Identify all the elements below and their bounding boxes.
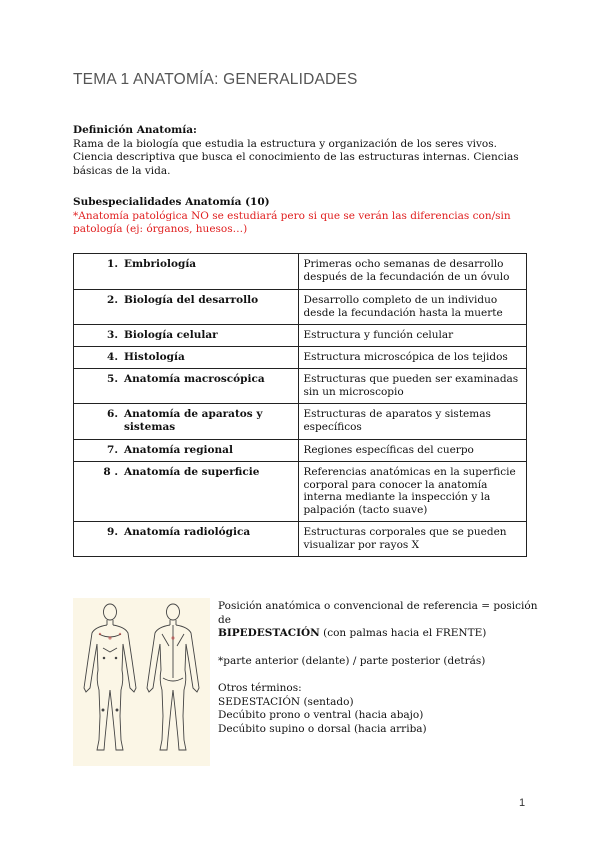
subspecialty-name-cell [74,404,299,440]
definition-line-2: Ciencia descriptiva que busca el conocimiento de las estructuras internas. Ciencias básicas de la vida. [73,151,519,177]
anterior-posterior-note: *parte anterior (delante) / parte posterior (detrás) [218,654,486,667]
subspecialty-number: 6. [107,408,118,420]
subspecialty-number: 2. [107,294,118,306]
page-title: TEMA 1 ANATOMÍA: GENERALIDADES [73,71,358,88]
definition-heading: Definición Anatomía: [73,124,197,136]
table-row [74,290,527,325]
subspecialty-name-cell [74,325,299,347]
subspecialty-description: Referencias anatómicas en la superficie corporal para conocer la anatomía interna mediante la inspección y la palpación (tacto suave) [299,462,527,522]
subspecialty-name: Anatomía de aparatos y sistemas [124,408,263,433]
subspecialty-number: 5. [107,373,118,385]
table-row [74,462,527,522]
subspecialty-number: 7. [107,444,118,456]
anatomical-position-figure [73,598,210,766]
subspecialty-description: Estructuras de aparatos y sistemas específicos [299,404,527,440]
page-number: 1 [519,797,526,809]
table-row [74,440,527,462]
bipedestacion-term: BIPEDESTACIÓN [218,627,320,639]
table-row [74,369,527,404]
subspecialty-description: Estructura microscópica de los tejidos [299,347,527,369]
subspecialty-name-cell [74,254,299,290]
subspecialty-name-cell [74,462,299,522]
palms-note: (con palmas hacia el FRENTE) [319,627,487,639]
subspecialty-name: Biología del desarrollo [124,294,259,306]
table-row [74,254,527,290]
subspecialty-description: Estructuras corporales que se pueden visualizar por rayos X [299,522,527,557]
other-term-1: SEDESTACIÓN (sentado) [218,695,354,708]
subspecialty-name-cell [74,369,299,404]
subspecialty-description: Desarrollo completo de un individuo desde la fecundación hasta la muerte [299,290,527,325]
subspecialty-number: 9. [107,526,118,538]
subspecialty-name-cell [74,290,299,325]
subspecialties-table [73,253,527,557]
other-term-3: Decúbito supino o dorsal (hacia arriba) [218,722,427,735]
table-row [74,404,527,440]
table-row [74,347,527,369]
subspecialty-name: Biología celular [124,329,218,341]
subspecialty-name: Embriología [124,258,197,270]
anatomical-position-text [218,600,538,736]
subspecialty-name: Anatomía de superficie [124,466,260,478]
definition-section [73,124,533,178]
other-term-2: Decúbito prono o ventral (hacia abajo) [218,709,424,721]
subspecialties-section [73,196,533,237]
subspecialty-name-cell [74,522,299,557]
definition-line-1: Rama de la biología que estudia la estructura y organización de los seres vivos. [73,137,497,150]
body-illustration [73,598,210,766]
position-line-1: Posición anatómica o convencional de referencia = posición de [218,600,538,626]
other-terms-heading: Otros términos: [218,682,302,694]
subspecialty-name: Anatomía radiológica [124,526,251,538]
subspecialty-name-cell [74,440,299,462]
subspecialty-description: Estructuras que pueden ser examinadas sin un microscopio [299,369,527,404]
subspecialty-number: 3. [107,329,118,341]
subspecialty-number: 8 . [103,466,118,478]
subspecialty-description: Estructura y función celular [299,325,527,347]
table-row [74,522,527,557]
subspecialty-number: 4. [107,351,118,363]
position-line-2 [218,627,538,641]
table-row [74,325,527,347]
subspecialties-heading: Subespecialidades Anatomía (10) [73,196,270,208]
subspecialty-number: 1. [107,258,118,270]
subspecialty-description: Regiones específicas del cuerpo [299,440,527,462]
subspecialty-description: Primeras ocho semanas de desarrollo después de la fecundación de un óvulo [299,254,527,290]
subspecialty-name: Anatomía regional [124,444,233,456]
pathology-note: *Anatomía patológica NO se estudiará pero si que se verán las diferencias con/sin patología (ej: órganos, huesos…) [73,209,511,235]
subspecialty-name-cell [74,347,299,369]
subspecialty-name: Histología [124,351,185,363]
subspecialty-name: Anatomía macroscópica [124,373,265,385]
